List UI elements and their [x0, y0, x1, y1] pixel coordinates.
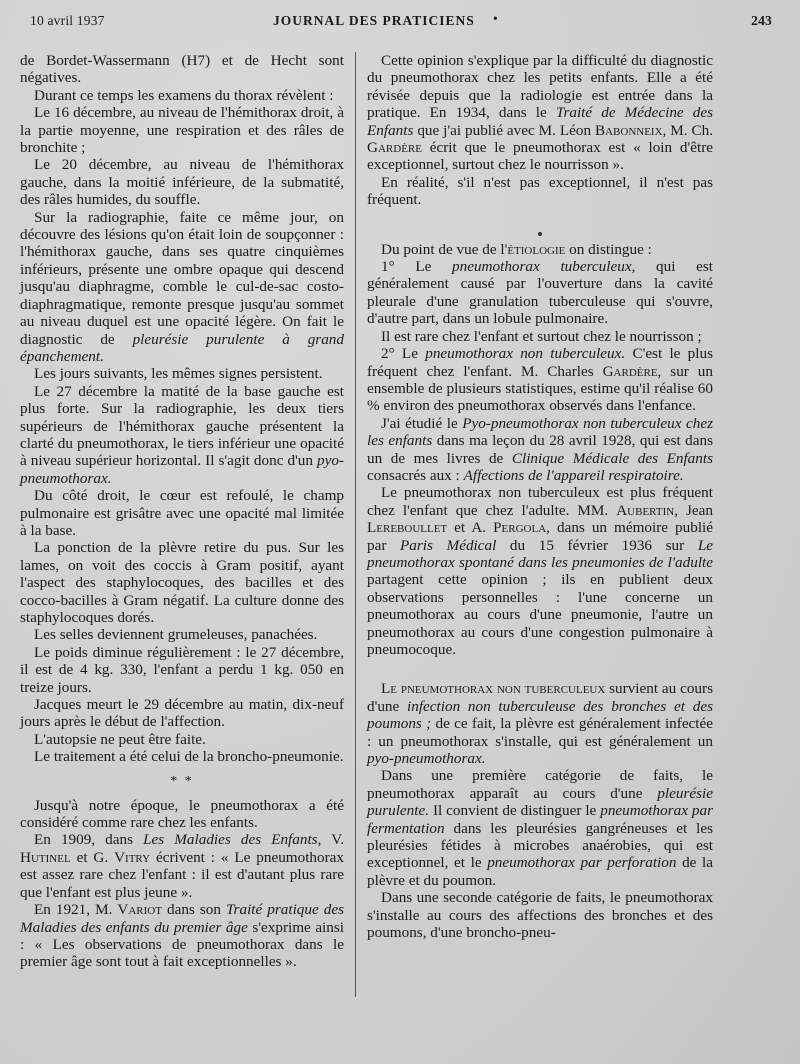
section-gap — [367, 658, 713, 680]
running-header — [18, 10, 780, 34]
paragraph: L'autopsie ne peut être faite. — [34, 730, 206, 748]
paragraph: En réalité, s'il n'est pas exceptionnel, il n'est pas fréquent. — [367, 173, 713, 209]
paragraph: Durant ce temps les examens du thorax révèlent : — [34, 86, 334, 104]
paragraph: Les selles deviennent grumeleuses, panachées. — [34, 626, 318, 644]
header-ornament: • — [493, 11, 498, 26]
right-column — [367, 52, 713, 942]
paragraph: Le pneumothorax non tuberculeux survient au cours d'une infection non tuberculeuse des bronches et des poumons ; de ce fait, la plèvre est généralement infectée : un pneumothorax s'installe, qui est généralement un pyo-pneumothorax. — [367, 680, 714, 768]
paragraph: Sur la radiographie, faite ce même jour, on découvre des lésions qu'on était loin de soupçonner : l'hémithorax gauche, dans ses quatre cinquièmes inférieurs, présente une ombre opaque qui descend jusqu'au diaphragme, comble le cul-de-sac costo-diaphragmatique, remonte presque jusqu'au sommet au niveau duquel est une opacité légère. On fait le diagnostic de pleurésie purulente à grand épanchement. — [20, 208, 344, 365]
paragraph: Dans une seconde catégorie de faits, le pneumothorax s'installe au cours des affections des bronches et des poumons, d'une broncho-pneu- — [367, 889, 713, 942]
paragraph: Cette opinion s'explique par la difficulté du diagnostic du pneumothorax chez les petits enfants. Elle a été révisée depuis que la radiologie est entrée dans la pratique. En 1934, dans le Traité de Médecine des Enfants que j'ai publié avec M. Léon Babonneix, M. Ch. Gardère écrit que le pneumothorax est « loin d'être exceptionnel, surtout chez le nourrisson ». — [367, 52, 713, 174]
paragraph: Du côté droit, le cœur est refoulé, le champ pulmonaire est grisâtre avec une opacité mal limitée à la base. — [20, 487, 344, 539]
paragraph: Le 20 décembre, au niveau de l'hémithorax gauche, dans la moitié inférieure, de la submatité, des râles humides, du souffle. — [20, 156, 344, 209]
paragraph: La ponction de la plèvre retire du pus. Sur les lames, on voit des coccis à Gram positif, ayant l'aspect des staphylocoques, des bacilles et des cocco-bacilles à Gram négatif. La culture donne des staphylocoques dorés. — [20, 539, 344, 626]
section-separator-stars: * * — [170, 773, 194, 789]
paragraph: Dans une première catégorie de faits, le pneumothorax apparaît au cours d'une pleurésie purulente. Il convient de distinguer le pneumothorax par fermentation dans les pleurésies gangréneuses et les pleurésies fétides à microbes anaérobies, qui est exceptionnel, et le pneumothorax par perforation de la plèvre et du poumon. — [367, 767, 714, 889]
paragraph: Le pneumothorax non tuberculeux est plus fréquent chez l'enfant que chez l'adulte. MM. Aubertin, Jean Lereboullet et A. Pergola, dans un mémoire publié par Paris Médical du 15 février 1936 sur Le pneumothorax spontané dans les pneumonies de l'adulte partagent cette opinion ; ils en publient deux observations personnelles : l'une concerne un pneumothorax au cours d'une pneumonie, l'autre un pneumothorax au cours d'une congestion pulmonaire à pneumocoque. — [367, 484, 714, 658]
paragraph: Du point de vue de l'étiologie on distingue : — [381, 240, 652, 258]
paragraph: 1° Le pneumothorax tuberculeux, qui est généralement causé par l'ouverture dans la cavité pleurale d'une granulation tuberculeuse qui s'ouvre, d'autre part, dans un lobule pulmonaire. — [367, 258, 713, 328]
paragraph: En 1909, dans Les Maladies des Enfants, V. Hutinel et G. Vitry écrivent : « Le pneumothorax est assez rare chez l'enfant : il est d'autant plus rare que l'enfant est plus jeune ». — [20, 831, 345, 901]
paragraph: Le poids diminue régulièrement : le 27 décembre, il est de 4 kg. 330, l'enfant a perdu 1 kg. 050 en treize jours. — [20, 643, 344, 696]
paragraph: Jacques meurt le 29 décembre au matin, dix-neuf jours après le début de l'affection. — [20, 696, 344, 731]
paragraph: Le 27 décembre la matité de la base gauche est plus forte. Sur la radiographie, les deux tiers supérieurs de l'hémithorax gauche présentent la clarté du pneumothorax, le tiers inférieur une opacité à niveau supérieur horizontal. Il s'agit donc d'un pyo-pneumothorax. — [20, 382, 344, 487]
paragraph: Le traitement a été celui de la broncho-pneumonie. — [34, 748, 344, 766]
column-rule — [355, 52, 356, 997]
header-journal-title: JOURNAL DES PRATICIENS — [273, 13, 475, 28]
header-date: 10 avril 1937 — [30, 13, 105, 28]
paragraph: J'ai étudié le Pyo-pneumothorax non tuberculeux chez les enfants dans ma leçon du 28 avril 1928, qui est dans un de mes livres de Clinique Médicale des Enfants consacrés aux : Affections de l'appareil respiratoire. — [367, 414, 713, 484]
paragraph: Le 16 décembre, au niveau de l'hémithorax droit, à la partie moyenne, une respiration et des râles de bronchite ; — [20, 104, 344, 157]
paragraph: Jusqu'à notre époque, le pneumothorax a été considéré comme rare chez les enfants. — [20, 796, 344, 832]
paragraph: 2° Le pneumothorax non tuberculeux. C'est le plus fréquent chez l'enfant. M. Charles Gardère, sur un ensemble de plusieurs statistiques, estime qu'il réalise 60 % environ des pneumothorax observés dans l'enfance. — [367, 345, 713, 415]
paragraph: Les jours suivants, les mêmes signes persistent. — [34, 365, 323, 383]
left-column — [20, 52, 344, 971]
paragraph: de Bordet-Wassermann (H7) et de Hecht sont négatives. — [20, 52, 344, 87]
paragraph: En 1921, M. Variot dans son Traité pratique des Maladies des enfants du premier âge s'exprime ainsi : « Les observations de pneumothorax dans le premier âge sont tout à fait exceptionnelles ». — [20, 901, 345, 971]
paragraph: Il est rare chez l'enfant et surtout chez le nourrisson ; — [381, 327, 702, 345]
section-bullet — [367, 223, 713, 231]
header-page-number: 243 — [751, 13, 772, 28]
